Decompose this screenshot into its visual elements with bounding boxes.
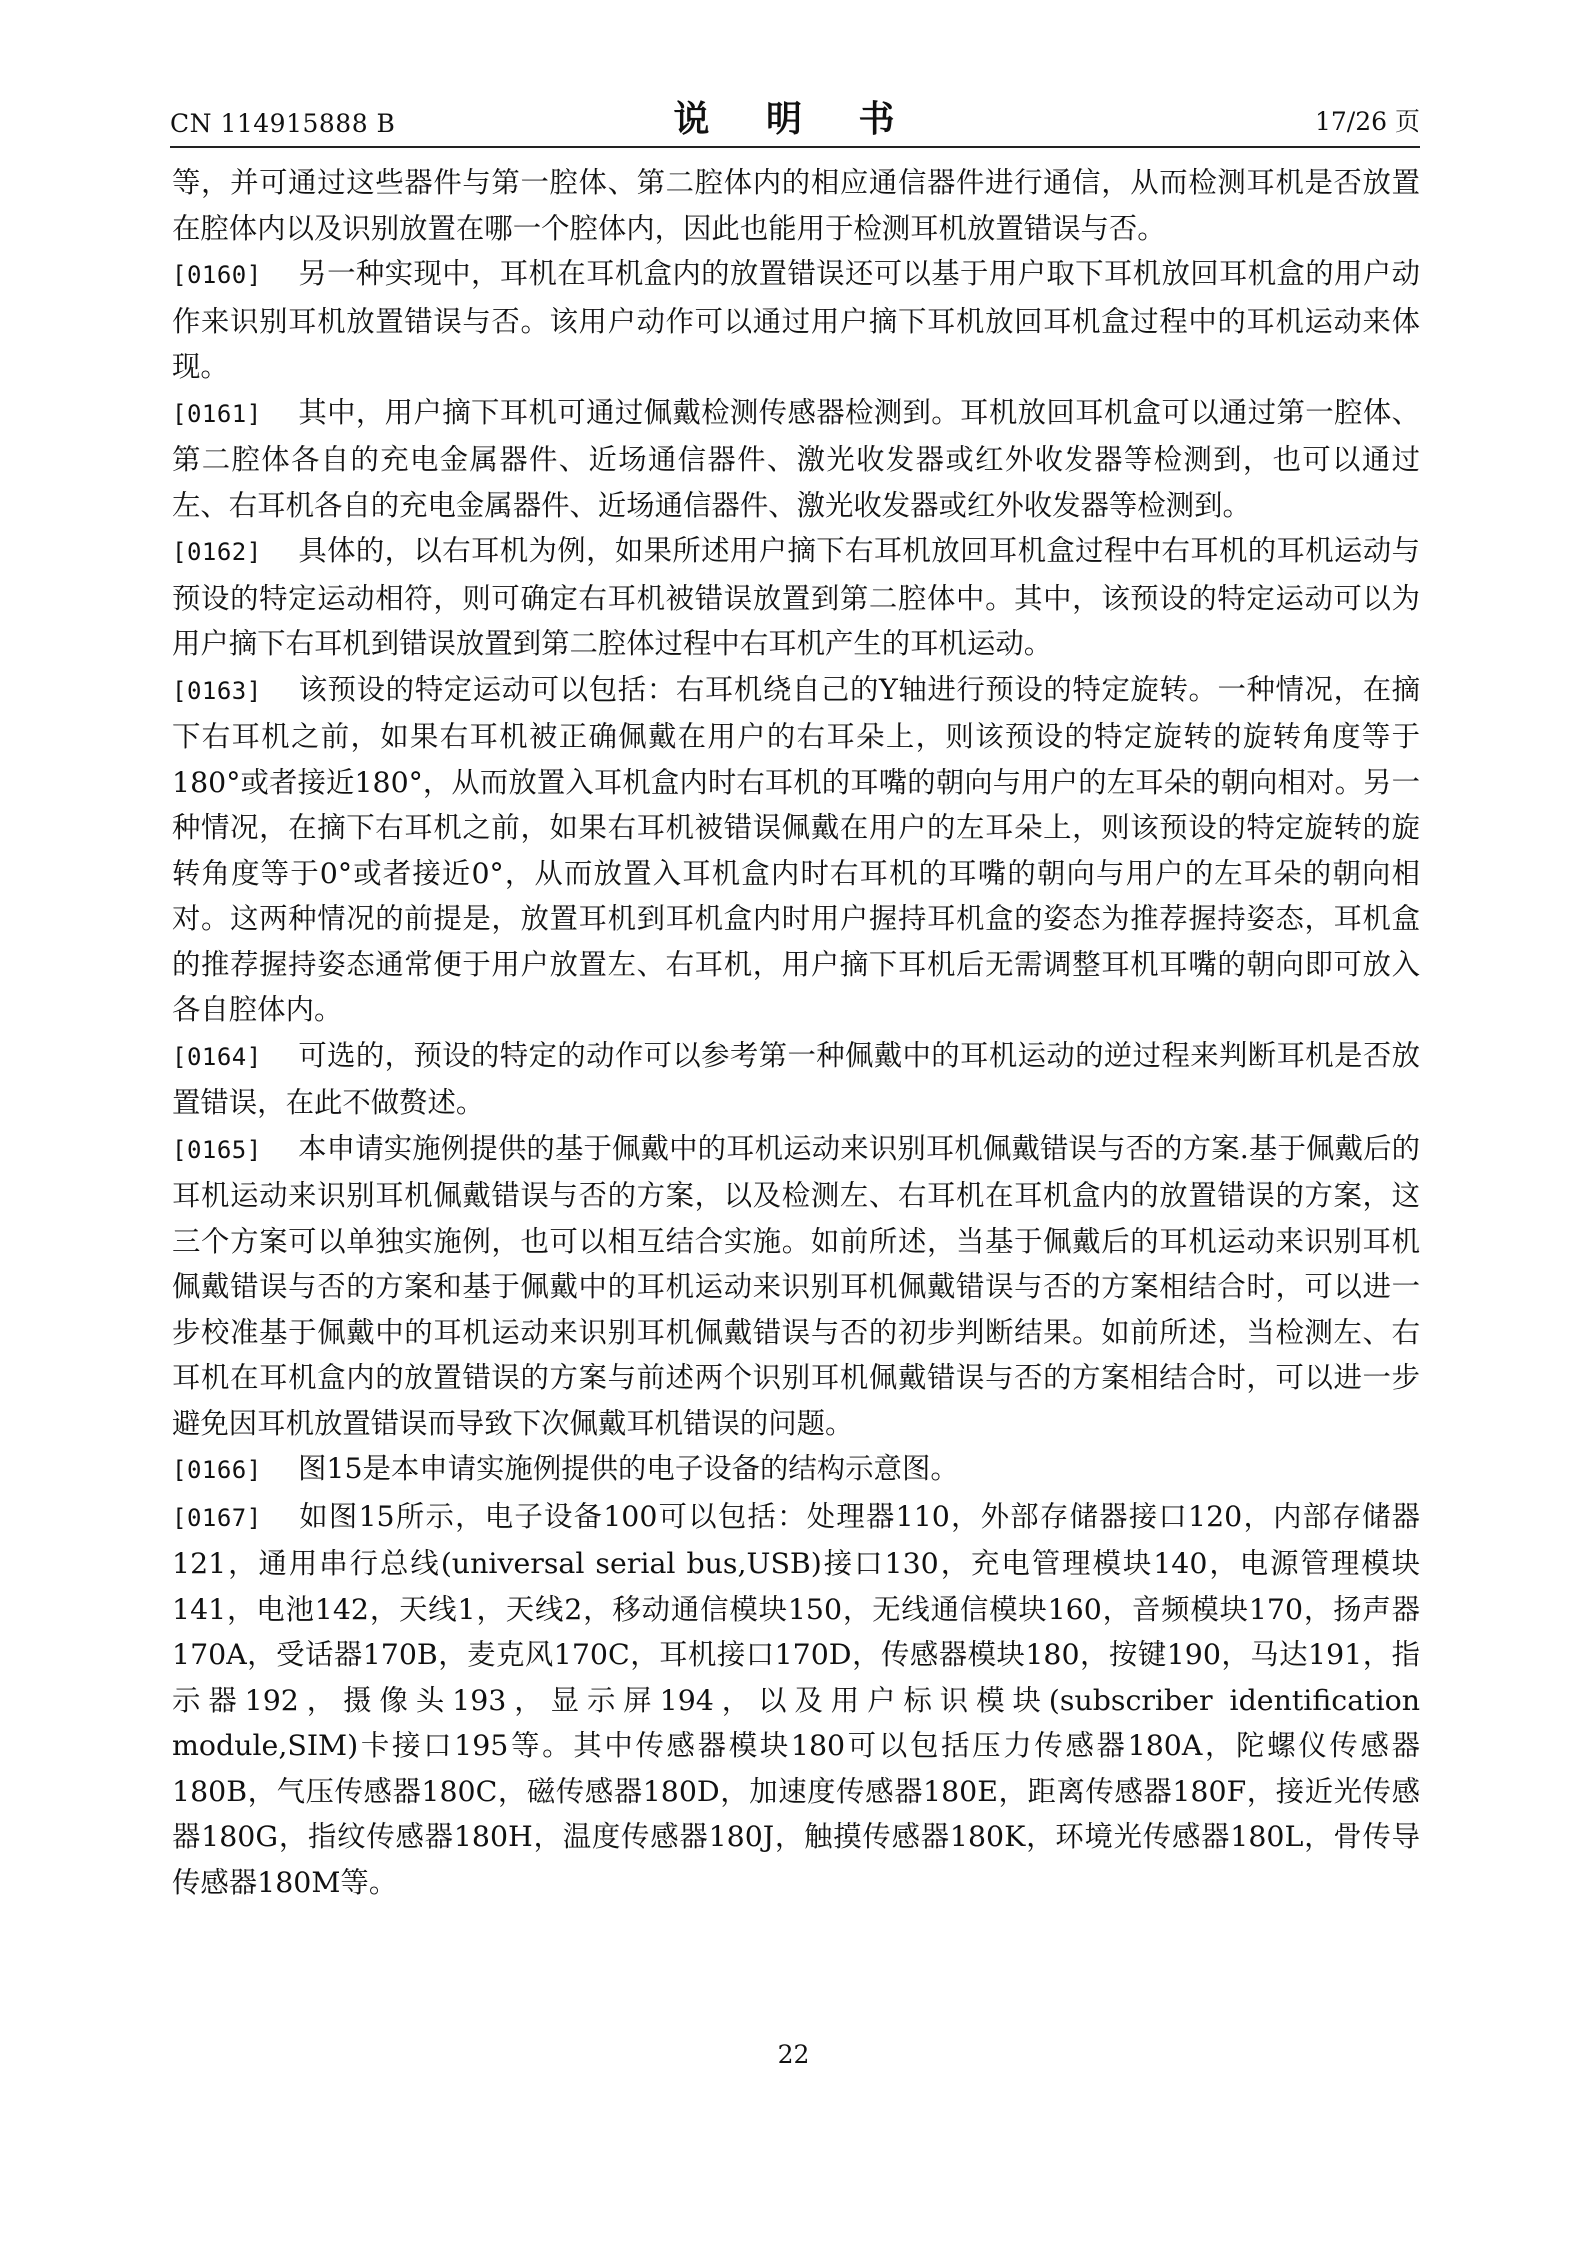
paragraph-number: [0166] [172,1456,262,1484]
paragraph [172,251,1420,390]
publication-number: CN 114915888 B [170,109,396,138]
paragraph-text: 可选的，预设的特定的动作可以参考第一种佩戴中的耳机运动的逆过程来判断耳机是否放置错误，在此不做赘述。 [172,1038,1420,1119]
page-info: 17/26 页 [1315,107,1420,136]
paragraph [172,1446,1420,1494]
paragraph-number: [0163] [172,676,262,705]
paragraph [172,390,1420,529]
paragraph-number: [0160] [172,261,262,289]
paragraph [172,1494,1420,1906]
paragraph [172,1033,1420,1126]
paragraph-text: 该预设的特定运动可以包括：右耳机绕自己的Y轴进行预设的特定旋转。一种情况，在摘下右耳机之前，如果右耳机被正确佩戴在用户的右耳朵上，则该预设的特定旋转的旋转角度等于180°或者接近180°，从而放置入耳机盒内时右耳机的耳嘴的朝向与用户的左耳朵的朝向相对。另一种情况，在摘下右耳机之前，如果右耳机被错误佩戴在用户的左耳朵上，则该预设的特定旋转的旋转角度等于0°或者接近0°，从而放置入耳机盒内时右耳机的耳嘴的朝向与用户的左耳朵的朝向相对。这两种情况的前提是，放置耳机到耳机盒内时用户握持耳机盒的姿态为推荐握持姿态，耳机盒的推荐握持姿态通常便于用户放置左、右耳机，用户摘下耳机后无需调整耳机耳嘴的朝向即可放入各自腔体内。 [172,672,1420,1026]
paragraph-number: [0167] [172,1503,262,1532]
paragraph [172,160,1420,251]
paragraph-text: 如图15所示，电子设备100可以包括：处理器110，外部存储器接口120，内部存储器121，通用串行总线(universal serial bus,USB)接口130，充电管理模块140，电源管理模块141，电池142，天线1，天线2，移动通信模块150，无线通信模块160，音频模块170，扬声器170A，受话器170B，麦克风170C，耳机接口170D，传感器模块180，按键190，马达191，指示器192，摄像头193，显示屏194，以及用户标识模块(subscriber identification module,SIM)卡接口195等。其中传感器模块180可以包括压力传感器180A，陀螺仪传感器180B，气压传感器180C，磁传感器180D，加速度传感器180E，距离传感器180F，接近光传感器180G，指纹传感器180H，温度传感器180J，触摸传感器180K，环境光传感器180L，骨传导传感器180M等。 [172,1499,1420,1899]
paragraph-text: 图15是本申请实施例提供的电子设备的结构示意图。 [298,1452,959,1485]
page-number: 22 [777,2040,810,2069]
paragraph-number: [0164] [172,1042,262,1071]
paragraph-text: 另一种实现中，耳机在耳机盒内的放置错误还可以基于用户取下耳机放回耳机盒的用户动作来识别耳机放置错误与否。该用户动作可以通过用户摘下耳机放回耳机盒过程中的耳机运动来体现。 [172,257,1420,383]
paragraph-text: 具体的，以右耳机为例，如果所述用户摘下右耳机放回耳机盒过程中右耳机的耳机运动与预设的特定运动相符，则可确定右耳机被错误放置到第二腔体中。其中，该预设的特定运动可以为用户摘下右耳机到错误放置到第二腔体过程中右耳机产生的耳机运动。 [172,534,1420,660]
paragraph [172,667,1420,1033]
document-title: 说 明 书 [673,98,917,140]
paragraph [172,1126,1420,1447]
paragraph-number: [0165] [172,1135,262,1164]
document-body [172,160,1420,1905]
paragraph-text: 等，并可通过这些器件与第一腔体、第二腔体内的相应通信器件进行通信，从而检测耳机是否放置在腔体内以及识别放置在哪一个腔体内，因此也能用于检测耳机放置错误与否。 [172,166,1420,245]
paragraph-number: [0162] [172,538,262,566]
paragraph [172,528,1420,667]
page-header [170,92,1420,148]
paragraph-text: 其中，用户摘下耳机可通过佩戴检测传感器检测到。耳机放回耳机盒可以通过第一腔体、第二腔体各自的充电金属器件、近场通信器件、激光收发器或红外收发器等检测到，也可以通过左、右耳机各自的充电金属器件、近场通信器件、激光收发器或红外收发器等检测到。 [172,395,1420,522]
paragraph-number: [0161] [172,399,262,428]
paragraph-text: 本申请实施例提供的基于佩戴中的耳机运动来识别耳机佩戴错误与否的方案.基于佩戴后的耳机运动来识别耳机佩戴错误与否的方案，以及检测左、右耳机在耳机盒内的放置错误的方案，这三个方案可以单独实施例，也可以相互结合实施。如前所述，当基于佩戴后的耳机运动来识别耳机佩戴错误与否的方案和基于佩戴中的耳机运动来识别耳机佩戴错误与否的方案相结合时，可以进一步校准基于佩戴中的耳机运动来识别耳机佩戴错误与否的初步判断结果。如前所述，当检测左、右耳机在耳机盒内的放置错误的方案与前述两个识别耳机佩戴错误与否的方案相结合时，可以进一步避免因耳机放置错误而导致下次佩戴耳机错误的问题。 [172,1131,1420,1440]
